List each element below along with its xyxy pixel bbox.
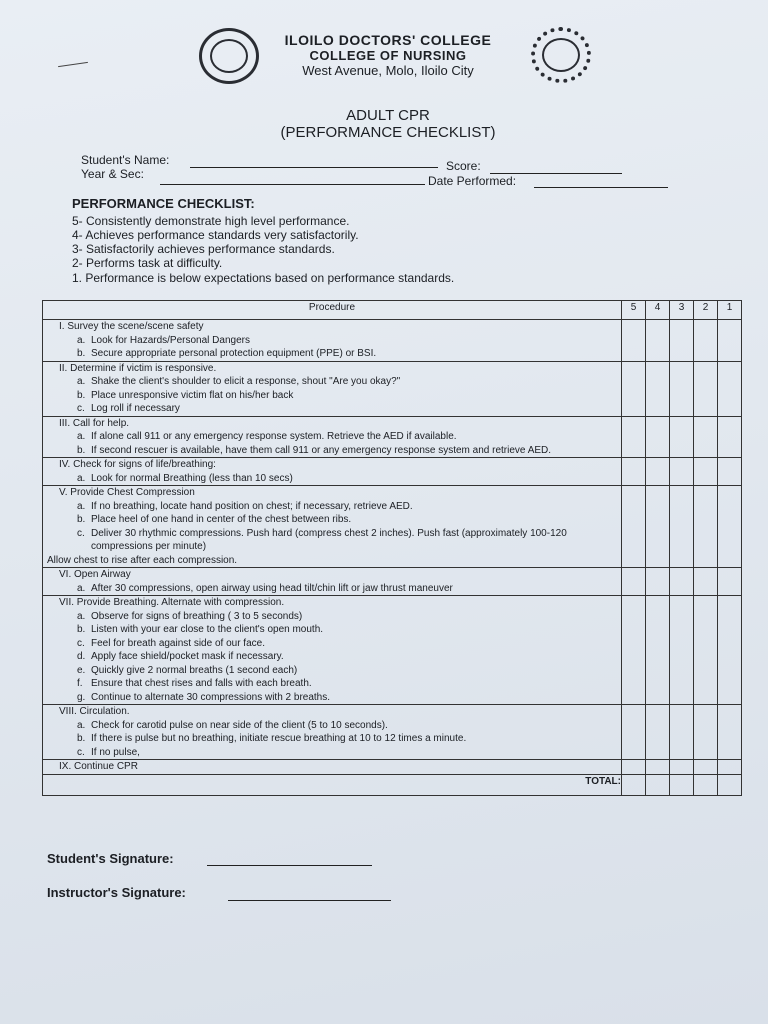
section-title: VII. Provide Breathing. Alternate with compression.	[59, 597, 285, 608]
legend-level-1: 1. Performance is below expectations based on performance standards.	[72, 271, 455, 285]
list-item	[43, 347, 621, 361]
item-letter: a.	[77, 376, 86, 387]
college-name: COLLEGE OF NURSING	[309, 48, 467, 63]
table-row	[43, 596, 742, 705]
table-row	[43, 568, 742, 596]
legend-level-5: 5- Consistently demonstrate high level performance.	[72, 214, 350, 228]
score-label: Score:	[446, 159, 481, 173]
list-item	[43, 375, 621, 389]
total-label: TOTAL:	[43, 774, 622, 795]
item-text: Secure appropriate personal protection equipment (PPE) or BSI.	[91, 348, 377, 359]
score-cell-5[interactable]	[622, 568, 646, 596]
table-header-row	[43, 301, 742, 320]
score-cell-1[interactable]	[718, 760, 742, 775]
item-text: If no pulse,	[91, 746, 140, 758]
total-row	[43, 774, 742, 795]
item-text: If alone call 911 or any emergency response system. Retrieve the AED if available.	[91, 431, 457, 442]
procedure-cell	[43, 568, 622, 596]
score-cell-3[interactable]	[670, 760, 694, 775]
score-cell-3[interactable]	[670, 320, 694, 362]
list-item	[43, 334, 621, 348]
score-cell-3[interactable]	[670, 486, 694, 568]
score-cell-2[interactable]	[694, 486, 718, 568]
item-letter: b.	[77, 444, 86, 456]
score-cell-2[interactable]	[694, 458, 718, 486]
item-text: Feel for breath against side of our face.	[91, 637, 265, 649]
score-cell-1[interactable]	[718, 416, 742, 458]
score-cell-1[interactable]	[718, 568, 742, 596]
total-cell-3[interactable]	[670, 774, 694, 795]
list-item	[43, 472, 621, 486]
item-text: Check for carotid pulse on near side of the client (5 to 10 seconds).	[91, 719, 388, 731]
score-cell-2[interactable]	[694, 705, 718, 760]
list-item	[43, 650, 621, 664]
list-item	[43, 430, 621, 444]
table-row	[43, 458, 742, 486]
list-item	[43, 610, 621, 624]
item-letter: a.	[77, 719, 86, 731]
year-sec-line[interactable]	[160, 184, 425, 185]
item-letter: c.	[77, 527, 85, 539]
score-cell-2[interactable]	[694, 361, 718, 416]
score-cell-4[interactable]	[646, 458, 670, 486]
score-header-2: 2	[694, 301, 718, 320]
section-title: IX. Continue CPR	[59, 761, 138, 772]
total-cell-5[interactable]	[622, 774, 646, 795]
score-cell-1[interactable]	[718, 486, 742, 568]
legend-title: PERFORMANCE CHECKLIST:	[72, 196, 255, 211]
item-text: Listen with your ear close to the client's open mouth.	[91, 624, 324, 635]
score-cell-5[interactable]	[622, 458, 646, 486]
list-item	[43, 444, 621, 458]
score-cell-2[interactable]	[694, 568, 718, 596]
date-performed-line[interactable]	[534, 187, 668, 188]
document-title: ADULT CPR	[346, 107, 430, 124]
school-address: West Avenue, Molo, Iloilo City	[302, 63, 474, 78]
score-cell-4[interactable]	[646, 596, 670, 705]
item-letter: b.	[77, 389, 86, 401]
score-cell-5[interactable]	[622, 486, 646, 568]
score-cell-3[interactable]	[670, 458, 694, 486]
table-row	[43, 705, 742, 760]
score-cell-1[interactable]	[718, 596, 742, 705]
score-cell-1[interactable]	[718, 320, 742, 362]
score-cell-4[interactable]	[646, 568, 670, 596]
student-signature-label: Student's Signature:	[47, 851, 174, 866]
procedure-cell	[43, 361, 622, 416]
item-text: Deliver 30 rhythmic compressions. Push hard (compress chest 2 inches). Push fast (approximately 100-120 compressions per minute)	[91, 527, 567, 552]
item-text: After 30 compressions, open airway using head tilt/chin lift or jaw thrust maneuver	[91, 582, 453, 594]
list-item	[43, 582, 621, 596]
score-header-1: 1	[718, 301, 742, 320]
score-header-4: 4	[646, 301, 670, 320]
table-row	[43, 416, 742, 458]
item-text: Place heel of one hand in center of the chest between ribs.	[91, 514, 352, 525]
item-letter: e.	[77, 664, 86, 676]
date-performed-label: Date Performed:	[428, 174, 517, 188]
item-letter: c.	[77, 637, 85, 649]
item-text: Look for Hazards/Personal Dangers	[91, 334, 250, 346]
item-text: Ensure that chest rises and falls with each breath.	[91, 678, 312, 689]
section-title: VIII. Circulation.	[59, 706, 130, 717]
item-text: Place unresponsive victim flat on his/her back	[91, 389, 294, 401]
legend-level-2: 2- Performs task at difficulty.	[72, 256, 223, 270]
list-item	[43, 637, 621, 651]
item-letter: a.	[77, 500, 86, 512]
score-cell-2[interactable]	[694, 596, 718, 705]
item-text: Log roll if necessary	[91, 403, 180, 414]
section-title: I. Survey the scene/scene safety	[59, 321, 204, 332]
item-letter: b.	[77, 733, 86, 744]
table-row	[43, 320, 742, 362]
item-text: Look for normal Breathing (less than 10 secs)	[91, 472, 293, 484]
list-item	[43, 664, 621, 678]
list-item	[43, 500, 621, 514]
section-title: IV. Check for signs of life/breathing:	[59, 459, 216, 470]
score-cell-5[interactable]	[622, 760, 646, 775]
item-text: If no breathing, locate hand position on chest; if necessary, retrieve AED.	[91, 500, 413, 512]
item-text: Shake the client's shoulder to elicit a response, shout "Are you okay?"	[91, 376, 401, 387]
section-title: III. Call for help.	[59, 417, 130, 429]
score-cell-4[interactable]	[646, 760, 670, 775]
school-name: ILOILO DOCTORS' COLLEGE	[284, 32, 492, 48]
year-sec-label: Year & Sec:	[81, 167, 144, 181]
list-item	[43, 389, 621, 403]
legend-level-4: 4- Achieves performance standards very satisfactorily.	[72, 228, 359, 242]
checklist-table	[42, 300, 742, 796]
document-subtitle: (PERFORMANCE CHECKLIST)	[280, 124, 496, 141]
score-cell-5[interactable]	[622, 416, 646, 458]
student-signature-line[interactable]	[207, 865, 372, 866]
score-cell-5[interactable]	[622, 320, 646, 362]
total-cell-2[interactable]	[694, 774, 718, 795]
item-letter: f.	[77, 678, 83, 689]
score-cell-1[interactable]	[718, 705, 742, 760]
item-text: Observe for signs of breathing ( 3 to 5 seconds)	[91, 610, 303, 622]
score-cell-3[interactable]	[670, 568, 694, 596]
list-item	[43, 691, 621, 705]
pen-mark	[58, 62, 88, 67]
table-row	[43, 361, 742, 416]
score-cell-4[interactable]	[646, 486, 670, 568]
item-letter: b.	[77, 348, 86, 359]
instructor-signature-label: Instructor's Signature:	[47, 885, 186, 900]
procedure-cell	[43, 458, 622, 486]
section-title: V. Provide Chest Compression	[59, 487, 195, 498]
item-text: Quickly give 2 normal breaths (1 second each)	[91, 664, 298, 676]
score-cell-4[interactable]	[646, 320, 670, 362]
total-cell-1[interactable]	[718, 774, 742, 795]
score-cell-2[interactable]	[694, 320, 718, 362]
score-cell-2[interactable]	[694, 416, 718, 458]
score-cell-1[interactable]	[718, 458, 742, 486]
procedure-header: Procedure	[43, 301, 622, 320]
score-cell-4[interactable]	[646, 416, 670, 458]
procedure-cell	[43, 760, 622, 775]
score-cell-3[interactable]	[670, 416, 694, 458]
list-item	[43, 677, 621, 691]
score-cell-5[interactable]	[622, 596, 646, 705]
item-letter: b.	[77, 514, 86, 525]
item-letter: d.	[77, 651, 86, 662]
item-letter: a.	[77, 431, 86, 442]
score-cell-2[interactable]	[694, 760, 718, 775]
item-text: If there is pulse but no breathing, initiate rescue breathing at 10 to 12 times a minute.	[91, 733, 467, 744]
procedure-cell	[43, 486, 622, 568]
procedure-cell	[43, 596, 622, 705]
instructor-signature-line[interactable]	[228, 900, 391, 901]
list-item	[43, 513, 621, 527]
score-cell-4[interactable]	[646, 705, 670, 760]
item-letter: c.	[77, 746, 85, 758]
procedure-cell	[43, 320, 622, 362]
item-letter: b.	[77, 624, 86, 635]
checklist-body	[43, 320, 742, 796]
item-letter: a.	[77, 334, 86, 346]
item-text: Apply face shield/pocket mask if necessary.	[91, 651, 284, 662]
list-item	[43, 527, 621, 554]
item-letter: c.	[77, 403, 85, 414]
legend-level-3: 3- Satisfactorily achieves performance standards.	[72, 242, 335, 256]
score-cell-3[interactable]	[670, 361, 694, 416]
list-item	[43, 719, 621, 733]
score-cell-4[interactable]	[646, 361, 670, 416]
student-name-label: Student's Name:	[81, 153, 170, 167]
item-letter: a.	[77, 472, 86, 484]
section-note: Allow chest to rise after each compression.	[47, 554, 238, 566]
student-name-line[interactable]	[190, 167, 438, 168]
item-letter: g.	[77, 691, 86, 703]
list-item	[43, 746, 621, 760]
score-cell-5[interactable]	[622, 705, 646, 760]
section-title: II. Determine if victim is responsive.	[59, 362, 217, 374]
score-header-5: 5	[622, 301, 646, 320]
item-text: If second rescuer is available, have them call 911 or any emergency response system and retrieve AED.	[91, 444, 552, 456]
table-row	[43, 760, 742, 775]
score-cell-1[interactable]	[718, 361, 742, 416]
table-row	[43, 486, 742, 568]
procedure-cell	[43, 416, 622, 458]
score-cell-3[interactable]	[670, 596, 694, 705]
item-letter: a.	[77, 610, 86, 622]
score-cell-5[interactable]	[622, 361, 646, 416]
list-item	[43, 732, 621, 746]
item-letter: a.	[77, 582, 86, 594]
list-item	[43, 623, 621, 637]
procedure-cell	[43, 705, 622, 760]
score-cell-3[interactable]	[670, 705, 694, 760]
item-text: Continue to alternate 30 compressions with 2 breaths.	[91, 691, 331, 703]
score-header-3: 3	[670, 301, 694, 320]
section-title: VI. Open Airway	[59, 569, 131, 580]
total-cell-4[interactable]	[646, 774, 670, 795]
list-item	[43, 402, 621, 416]
